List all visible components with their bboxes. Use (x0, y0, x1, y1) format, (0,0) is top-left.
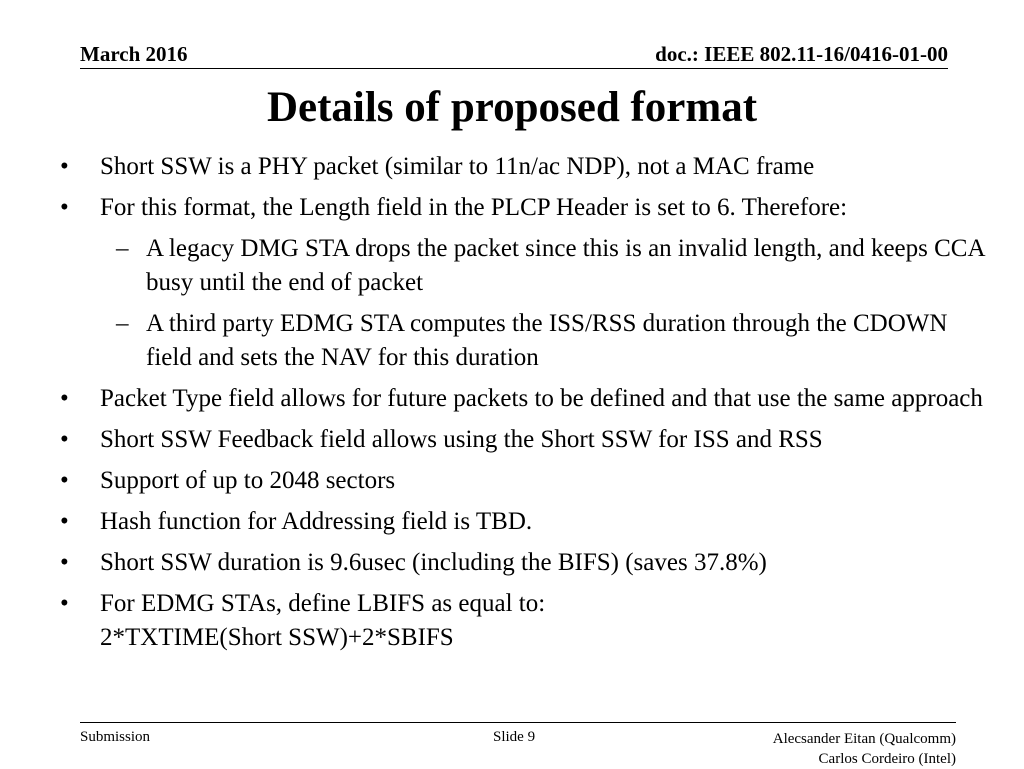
bullet-text-line: For EDMG STAs, define LBIFS as equal to: (100, 590, 546, 617)
bullet-item (60, 464, 990, 498)
bullet-item (60, 587, 990, 655)
bullet-text: Hash function for Addressing field is TBD. (100, 508, 533, 535)
sub-bullet-item (60, 232, 990, 300)
bullet-icon: • (60, 590, 69, 617)
bullet-item (60, 505, 990, 539)
bullet-icon: • (60, 385, 69, 412)
bullet-text: Short SSW duration is 9.6usec (including the BIFS) (saves 37.8%) (100, 549, 767, 576)
header-date: March 2016 (80, 42, 188, 66)
bullet-icon: • (60, 508, 69, 535)
bullet-item (60, 382, 990, 416)
bullet-text-line: 2*TXTIME(Short SSW)+2*SBIFS (100, 624, 454, 651)
author-line: Alecsander Eitan (Qualcomm) (772, 731, 956, 747)
bullet-item (60, 423, 990, 457)
header-doc-id: doc.: IEEE 802.11-16/0416-01-00 (655, 42, 948, 66)
slide-title: Details of proposed format (266, 84, 758, 131)
bullet-text: Packet Type field allows for future packets to be defined and that use the same approach (100, 385, 983, 412)
sub-bullet-item (60, 307, 990, 375)
slide-body (60, 150, 990, 662)
slide-number: Slide 9 (493, 729, 536, 745)
bullet-icon: • (60, 194, 69, 221)
bullet-item (60, 191, 990, 225)
bullet-icon: • (60, 426, 69, 453)
bullet-item (60, 546, 990, 580)
dash-icon: – (116, 310, 129, 337)
bullet-icon: • (60, 467, 69, 494)
bullet-icon: • (60, 153, 69, 180)
header-divider (80, 68, 948, 69)
bullet-text: Short SSW Feedback field allows using the Short SSW for ISS and RSS (100, 426, 823, 453)
sub-bullet-text: A legacy DMG STA drops the packet since this is an invalid length, and keeps CCA busy until the end of packet (146, 235, 985, 296)
dash-icon: – (116, 235, 129, 262)
bullet-icon: • (60, 549, 69, 576)
bullet-text: Short SSW is a PHY packet (similar to 11n/ac NDP), not a MAC frame (100, 153, 815, 180)
bullet-text: Support of up to 2048 sectors (100, 467, 396, 494)
footer-divider (80, 722, 956, 723)
bullet-item (60, 150, 990, 184)
footer-authors (773, 729, 956, 769)
bullet-text: For this format, the Length field in the PLCP Header is set to 6. Therefore: (100, 194, 848, 221)
footer-submission: Submission (80, 729, 151, 745)
author-line: Carlos Cordeiro (Intel) (818, 751, 956, 767)
sub-bullet-text: A third party EDMG STA computes the ISS/RSS duration through the CDOWN field and sets the NAV for this duration (146, 310, 948, 371)
